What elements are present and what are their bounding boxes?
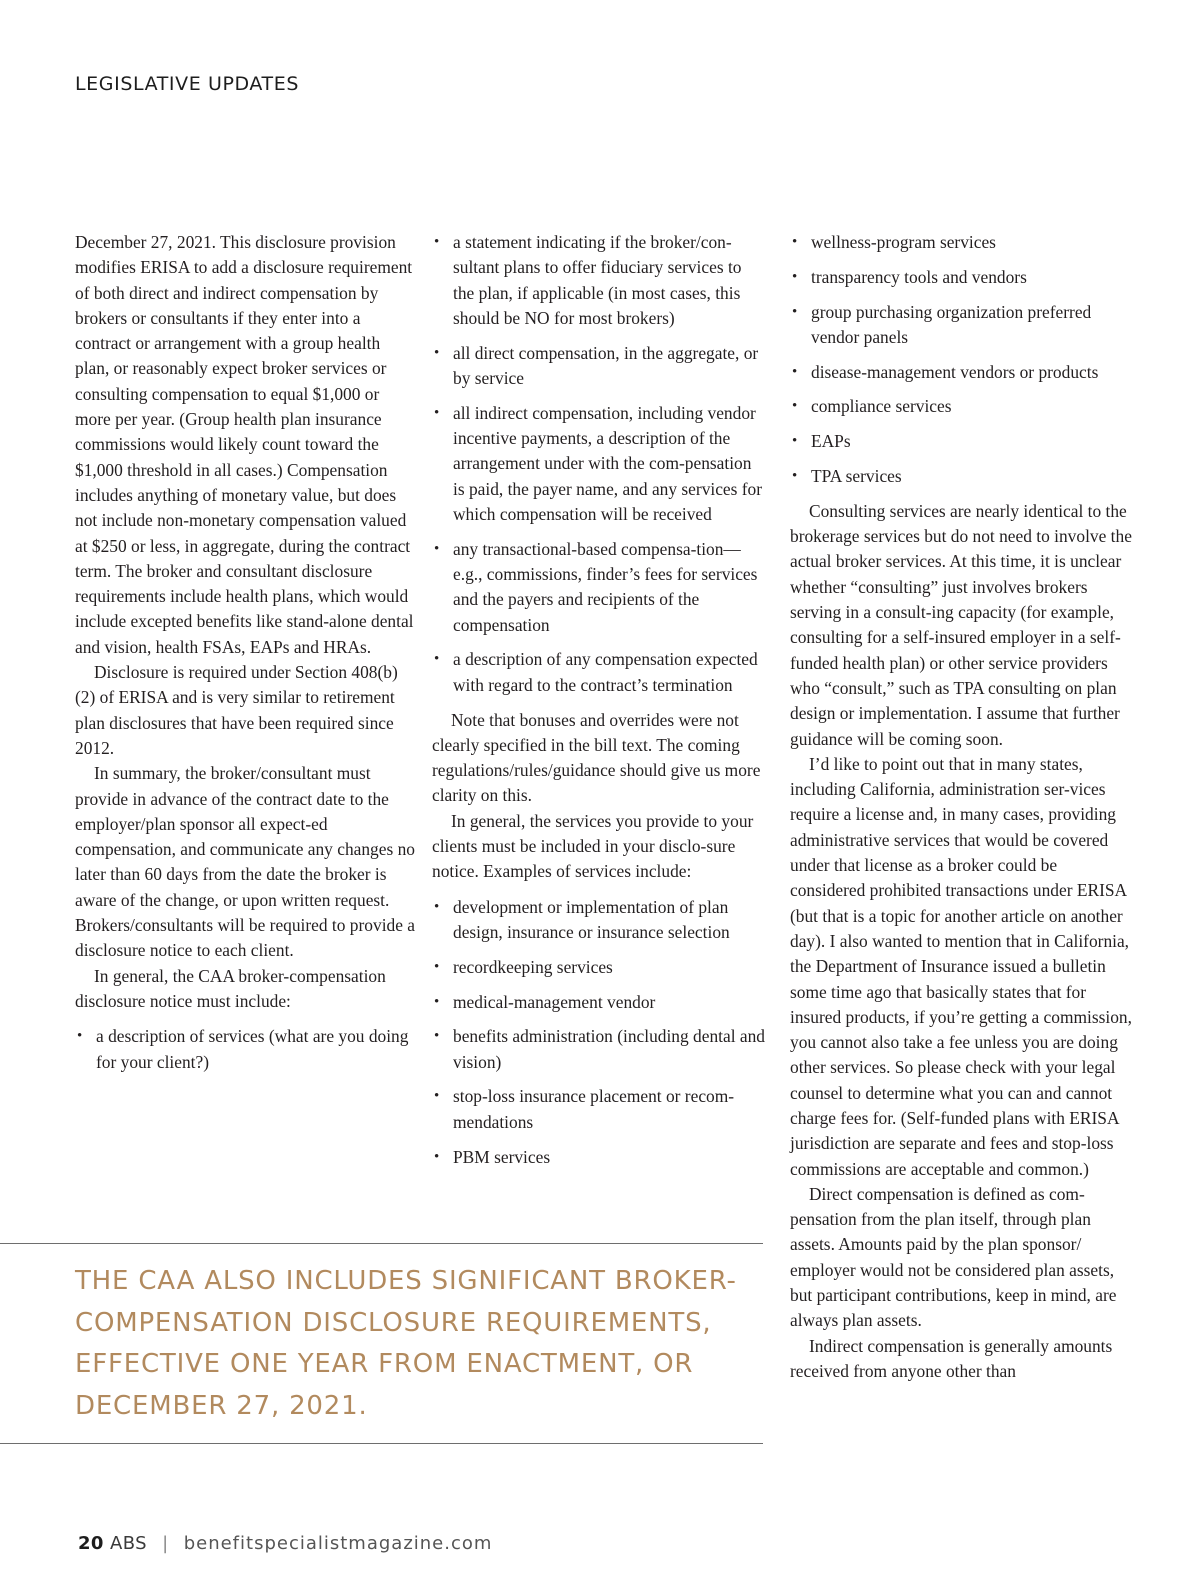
list-item: • stop-loss insurance placement or recom-mendations — [432, 1084, 767, 1135]
footer-separator: | — [162, 1533, 169, 1554]
page-number: 20 — [78, 1533, 104, 1554]
bullet-list — [790, 230, 1132, 489]
paragraph: Indirect compensation is generally amounts received from anyone other than — [790, 1335, 1113, 1381]
list-item: • group purchasing organization preferred vendor panels — [790, 300, 1132, 351]
pull-quote-bottom-rule — [0, 1443, 763, 1444]
paragraph: Disclosure is required under Section 408(b)(2) of ERISA and is very similar to retirement plan disclosures that have been required since 2012. — [75, 662, 398, 758]
paragraph: Direct compensation is defined as com-pensation from the plan itself, through plan assets. Amounts paid by the plan sponsor/ employer would not be considered plan assets, but participant contributions, keep in mind, are always plan assets. — [790, 1183, 1117, 1331]
article-column-3 — [790, 230, 1132, 1384]
website-link[interactable]: benefitspecialistmagazine.com — [183, 1533, 493, 1554]
list-item: • all indirect compensation, including vendor incentive payments, a description of the arrangement under with the com-pensation is paid, the payer name, and any services for which compensation will be received — [432, 401, 767, 527]
list-item: • a description of any compensation expected with regard to the contract’s termination — [432, 647, 767, 698]
list-item: • EAPs — [790, 429, 1132, 454]
list-item: • transparency tools and vendors — [790, 265, 1132, 290]
pull-quote: THE CAA ALSO INCLUDES SIGNIFICANT BROKER-COMPENSATION DISCLOSURE REQUIREMENTS, EFFECTIVE ONE YEAR FROM ENACTMENT, OR DECEMBER 27, 2021. — [75, 1266, 737, 1421]
paragraph: December 27, 2021. This disclosure provision modifies ERISA to add a disclosure requirement of both direct and indirect compensation by brokers or consultants if they enter into a contract or arrangement with a group health plan, or reasonably expect broker services or consulting compensation to equal $1,000 or more per year. (Group health plan insurance commissions would likely count toward the $1,000 threshold in all cases.) Compensation includes anything of monetary value, but does not include non-monetary compensation valued at $250 or less, in aggregate, during the contract term. The broker and consultant disclosure requirements include health plans, which would include excepted benefits like stand-alone dental and vision, health FSAs, EAPs and HRAs. — [75, 232, 414, 657]
list-item: • development or implementation of plan design, insurance or insurance selection — [432, 895, 767, 946]
article-column-2 — [432, 230, 767, 1179]
paragraph: In general, the CAA broker-compensation disclosure notice must include: — [75, 965, 386, 1011]
list-item: • disease-management vendors or products — [790, 360, 1132, 385]
bullet-list — [432, 895, 767, 1170]
list-item: • TPA services — [790, 464, 1132, 489]
list-item: • PBM services — [432, 1145, 767, 1170]
list-item: • benefits administration (including dental and vision) — [432, 1024, 767, 1075]
pull-quote-top-rule — [0, 1243, 763, 1244]
paragraph: In summary, the broker/consultant must provide in advance of the contract date to the employer/plan sponsor all expect-ed compensation, and communicate any changes no later than 60 days from the date the broker is aware of the change, or upon written request. Brokers/consultants will be required to provide a disclosure notice to each client. — [75, 763, 416, 961]
list-item: • recordkeeping services — [432, 955, 767, 980]
publication-name: ABS — [109, 1533, 147, 1554]
section-label: LEGISLATIVE UPDATES — [75, 73, 300, 95]
page-footer — [78, 1533, 492, 1554]
paragraph: Consulting services are nearly identical to the brokerage services but do not need to involve the actual broker services. At this time, it is unclear whether “consulting” just involves brokers serving in a consult-ing capacity (for example, consulting for a self-insured employer in a self-funded health plan) or other service providers who “consult,” such as TPA consulting on plan design or implementation. I assume that further guidance will be coming soon. — [790, 500, 1132, 749]
list-item: • any transactional-based compensa-tion—e.g., commissions, finder’s fees for services and the payers and recipients of the compensation — [432, 537, 767, 638]
article-column-1 — [75, 230, 415, 1084]
list-item: • all direct compensation, in the aggregate, or by service — [432, 341, 767, 392]
list-item: • compliance services — [790, 394, 1132, 419]
paragraph: In general, the services you provide to your clients must be included in your disclo-sure notice. Examples of services include: — [432, 810, 754, 882]
bullet-list — [432, 230, 767, 698]
paragraph: Note that bonuses and overrides were not clearly specified in the bill text. The coming regulations/rules/guidance should give us more clarity on this. — [432, 709, 761, 806]
paragraph: I’d like to point out that in many states, including California, administration ser-vices require a license and, in many cases, providing administrative services that would be covered under that license as a broker could be considered prohibited transactions under ERISA (but that is a topic for another article on another day). I also wanted to mention that in California, the Department of Insurance issued a bulletin some time ago that basically states that for insured products, if you’re getting a commission, you cannot also take a fee unless you are doing other services. So please check with your legal counsel to determine what you can and cannot charge fees for. (Self-funded plans with ERISA jurisdiction are separate and fees and stop-loss commissions are acceptable and common.) — [790, 753, 1132, 1179]
list-item: • a statement indicating if the broker/con-sultant plans to offer fiduciary services to the plan, if applicable (in most cases, this should be NO for most brokers) — [432, 230, 767, 331]
list-item: • a description of services (what are you doing for your client?) — [75, 1024, 415, 1075]
list-item: • wellness-program services — [790, 230, 1132, 255]
bullet-list — [75, 1024, 415, 1075]
list-item: • medical-management vendor — [432, 990, 767, 1015]
